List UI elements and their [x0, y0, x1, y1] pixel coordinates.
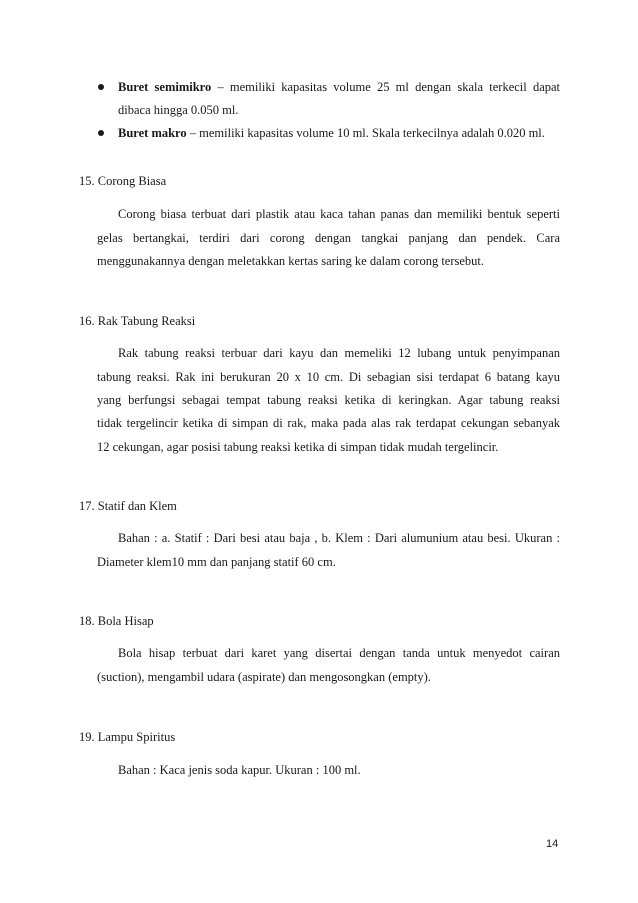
bullet-text: – memiliki kapasitas volume 25 ml dengan skala terkecil dapat — [211, 80, 561, 94]
bullet-item-buret-semimikro — [118, 79, 560, 95]
paragraph-line: tabung reaksi. Rak ini berukuran 20 x 10 cm. Di sebagian sisi terdapat 6 batang kayu — [97, 370, 560, 384]
paragraph-line: menggunakannya dengan meletakkan kertas saring ke dalam corong tersebut. — [97, 254, 485, 268]
paragraph-line: (suction), mengambil udara (aspirate) dan mengosongkan (empty). — [97, 670, 431, 684]
paragraph-line: 12 cekungan, agar posisi tabung reaksi ketika di simpan tidak mudah tergelincir. — [97, 440, 499, 454]
paragraph-line: Diameter klem10 mm dan panjang statif 60 cm. — [97, 555, 336, 569]
paragraph-line: Rak tabung reaksi terbuar dari kayu dan memeliki 12 lubang untuk penyimpanan — [118, 346, 560, 360]
paragraph-line: Bahan : a. Statif : Dari besi atau baja , b. Klem : Dari alumunium atau besi. Ukuran : — [118, 531, 560, 545]
paragraph-line: tidak tergelincir ketika di simpan di rak, maka pada alas rak terdapat cekungan sebanyak — [97, 416, 560, 430]
paragraph-line: Corong biasa terbuat dari plastik atau kaca tahan panas dan memiliki bentuk seperti — [118, 207, 560, 221]
bullet-dot — [98, 84, 104, 90]
bullet-continuation: dibaca hingga 0.050 ml. — [118, 103, 239, 117]
paragraph-line: Bahan : Kaca jenis soda kapur. Ukuran : 100 ml. — [118, 763, 361, 777]
section-heading: 17. Statif dan Klem — [79, 499, 177, 513]
bullet-term: Buret makro — [118, 126, 187, 140]
bullet-dot — [98, 130, 104, 136]
bullet-text: – memiliki kapasitas volume 10 ml. Skala terkecilnya adalah 0.020 ml. — [186, 126, 545, 140]
section-heading: 18. Bola Hisap — [79, 614, 154, 628]
paragraph-line: yang berfungsi sebagai tempat tabung reaksi ketika di keringkan. Agar tabung reaksi — [97, 393, 560, 407]
paragraph-line: Bola hisap terbuat dari karet yang disertai dengan tanda untuk menyedot cairan — [118, 646, 560, 660]
page-number: 14 — [546, 838, 559, 850]
bullet-item-buret-makro — [118, 125, 545, 141]
bullet-term: Buret semimikro — [118, 80, 212, 94]
section-heading: 19. Lampu Spiritus — [79, 730, 176, 744]
section-heading: 16. Rak Tabung Reaksi — [79, 314, 196, 328]
paragraph-line: gelas bertangkai, terdiri dari corong dengan tangkai panjang dan pendek. Cara — [97, 231, 560, 245]
section-heading: 15. Corong Biasa — [79, 174, 167, 188]
